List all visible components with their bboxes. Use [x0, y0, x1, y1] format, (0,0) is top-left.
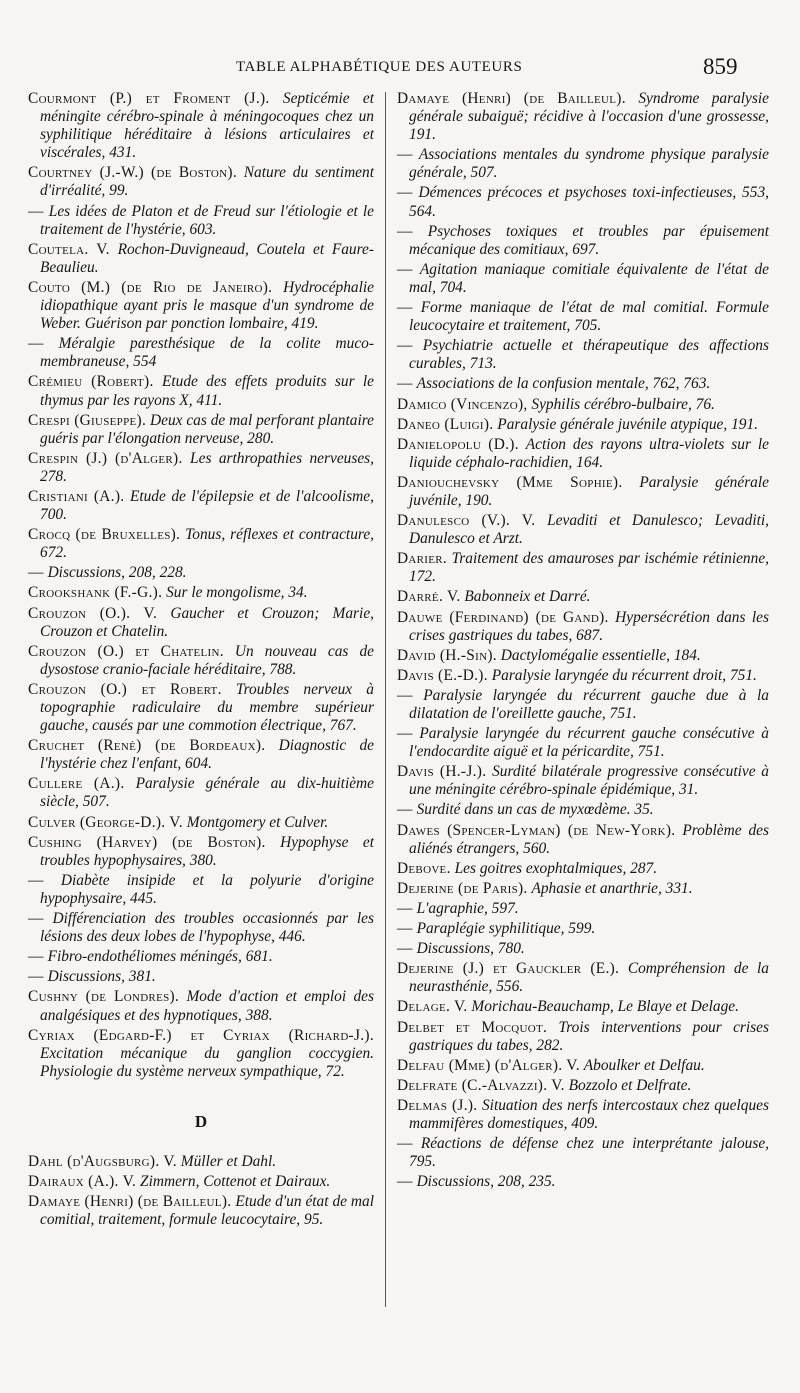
entry-title: Paralysie générale juvénile atypique, 191. — [497, 415, 759, 433]
entry-title: Agitation maniaque comitiale équivalente de l'état de mal, 704. — [409, 260, 769, 296]
index-entry — [28, 203, 374, 239]
page-number: 859 — [703, 54, 738, 79]
entry-author: Crouzon (O.). V. — [28, 604, 158, 622]
index-entry — [28, 564, 374, 582]
entry-title: Hypophyse et troubles hypophysaires, 380. — [40, 833, 374, 869]
entry-title: Aboulker et Delfau. — [583, 1056, 705, 1074]
entry-author: Darré. V. — [397, 588, 461, 606]
entry-title: Diabète insipide et la polyurie d'origine hypophysaire, 445. — [40, 871, 374, 907]
entry-title: Un nouveau cas de dysostose cranio-faciale héréditaire, 788. — [40, 642, 374, 678]
entry-author: Crouzon (O.) et Chatelin. — [28, 642, 224, 660]
entry-title: Müller et Dahl. — [180, 1152, 277, 1170]
index-entry — [397, 90, 769, 144]
entry-author: Crespin (J.) (d'Alger). — [28, 449, 183, 467]
entry-title: Paralysie générale juvénile, 190. — [409, 473, 769, 509]
entry-author: Cruchet (René) (de Bordeaux). — [28, 737, 266, 755]
index-entry — [28, 948, 374, 966]
index-entry — [397, 801, 769, 819]
entry-title: Discussions, 208, 235. — [416, 1173, 556, 1191]
entry-title: Paralysie générale au dix-huitième siècle, 507. — [40, 775, 374, 811]
entry-author: — — [397, 337, 413, 355]
entry-author: Damaye (Henri) (de Bailleul). — [397, 90, 626, 107]
entry-title: Réactions de défense chez une interprétante jalouse, 795. — [409, 1135, 769, 1171]
index-entry — [397, 860, 769, 878]
entry-author: Crémieu (Robert). — [28, 373, 154, 391]
entry-title: Associations mentales du syndrome physique paralysie générale, 507. — [409, 146, 769, 182]
index-entry — [28, 775, 374, 811]
entry-author: Dauwe (Ferdinand) (de Gand). — [397, 608, 609, 626]
right-column — [397, 90, 769, 1193]
index-entry — [397, 184, 769, 220]
entry-title: Forme maniaque de l'état de mal comitial. Formule leucocytaire et traitement, 705. — [409, 299, 769, 335]
index-entry — [28, 643, 374, 679]
index-entry — [397, 1135, 769, 1171]
entry-title: Discussions, 208, 228. — [47, 564, 187, 582]
left-column — [28, 90, 374, 1231]
index-entry — [397, 474, 769, 510]
entry-title: Démences précoces et psychoses toxi-infectieuses, 553, 564. — [409, 184, 769, 220]
entry-title: Paralysie laryngée du récurrent droit, 751. — [491, 666, 757, 684]
entry-title: Dactylomégalie essentielle, 184. — [500, 646, 701, 664]
index-entry — [397, 261, 769, 297]
entry-author: — — [397, 375, 413, 393]
index-entry — [397, 725, 769, 761]
entry-author: — — [397, 899, 413, 917]
index-entry — [28, 910, 374, 946]
entry-author: Davis (H.-J.). — [397, 763, 487, 781]
entry-title: Fibro-endothéliomes méningés, 681. — [47, 948, 273, 966]
section-letter-d: D — [194, 1111, 208, 1131]
entry-title: Bozzolo et Delfrate. — [568, 1076, 692, 1094]
entry-author: — — [28, 202, 44, 220]
entry-title: Situation des nerfs intercostaux chez quelques mammifères domestiques, 409. — [409, 1096, 769, 1132]
index-entry — [397, 920, 769, 938]
entry-author: — — [397, 940, 413, 958]
index-entry — [397, 667, 769, 685]
entry-author: — — [397, 801, 413, 819]
entry-author: Crocq (de Bruxelles). — [28, 526, 181, 544]
index-entry — [397, 223, 769, 259]
entry-title: Etude de l'épilepsie et de l'alcoolisme, 700. — [40, 487, 374, 524]
index-entry — [397, 1097, 769, 1133]
running-header — [0, 56, 800, 86]
entry-title: Deux cas de mal perforant plantaire guéris par l'élongation nerveuse, 280. — [40, 411, 374, 447]
entry-title: Zimmern, Cottenot et Dairaux. — [140, 1173, 331, 1191]
entry-title: Excitation mécanique du ganglion coccygien. Physiologie du système nerveux sympathique, 72. — [40, 1044, 374, 1080]
entry-title: Gaucher et Crouzon; Marie, Crouzon et Chatelin. — [40, 604, 375, 640]
entry-title: Paralysie laryngée du récurrent gauche consécutive à l'endocardite aiguë et la péricardite, 751. — [409, 725, 769, 761]
entry-author: Delbet et Mocquot. — [397, 1018, 548, 1036]
index-entry — [397, 146, 769, 182]
entry-author: — — [397, 222, 413, 240]
index-entry — [28, 584, 374, 602]
entry-title: Méralgie paresthésique de la colite muco-membraneuse, 554 — [40, 335, 374, 371]
entry-author: Culver (George-D.). V. — [28, 813, 183, 831]
index-entry — [397, 822, 769, 858]
index-entry — [397, 375, 769, 393]
entry-title: Morichau-Beauchamp, Le Blaye et Delage. — [471, 998, 739, 1016]
entry-title: Surdité dans un cas de myxœdème. 35. — [416, 801, 654, 819]
index-entry — [397, 588, 769, 606]
entry-author: Delmas (J.). — [397, 1096, 478, 1114]
entry-title: Paraplégie syphilitique, 599. — [416, 920, 596, 938]
entry-title: Les arthropathies nerveuses, 278. — [40, 449, 374, 485]
entry-title: Paralysie laryngée du récurrent gauche due à la dilatation de l'oreillette gauche, 751. — [409, 686, 769, 722]
index-entry — [397, 998, 769, 1016]
entry-title: Troubles nerveux à topographie radiculaire du membre supérieur gauche, causés par une commotion électrique, 767. — [40, 680, 374, 735]
entry-title: Aphasie et anarthrie, 331. — [531, 879, 693, 897]
index-entry — [28, 488, 374, 524]
index-entry — [28, 1153, 374, 1171]
entry-author: Courtney (J.-W.) (de Boston). — [28, 164, 237, 182]
entry-author: Cyriax (Edgard-F.) et Cyriax (Richard-J.). — [28, 1026, 374, 1044]
entry-author: — — [397, 725, 413, 743]
index-entry — [397, 512, 769, 548]
index-entry — [28, 526, 374, 562]
entry-title: Syphilis cérébro-bulbaire, 76. — [531, 395, 715, 413]
entry-author: — — [397, 299, 413, 317]
entry-author: Delfrate (C.-Alvazzi). V. — [397, 1076, 565, 1094]
entry-author: Crookshank (F.-G.). — [28, 584, 163, 602]
entry-title: Mode d'action et emploi des analgésiques et des hypnotiques, 388. — [40, 988, 375, 1024]
entry-title: Les goitres exophtalmiques, 287. — [454, 859, 658, 877]
entry-author: — — [397, 184, 413, 202]
entry-author: Damaye (Henri) (de Bailleul). — [28, 1193, 232, 1211]
index-entry — [28, 335, 374, 371]
entry-author: — — [28, 968, 44, 986]
index-entry — [28, 279, 374, 333]
index-entry — [397, 880, 769, 898]
entry-title: Tonus, réflexes et contracture, 672. — [40, 526, 374, 562]
index-entry — [397, 299, 769, 335]
index-entry — [397, 550, 769, 586]
entry-author: Cushing (Harvey) (de Boston). — [28, 833, 266, 851]
index-entry — [397, 1057, 769, 1075]
entry-author: — — [28, 910, 44, 928]
entry-title: Traitement des amauroses par ischémie rétinienne, 172. — [409, 550, 769, 586]
entry-author: Cushny (de Londres). — [28, 988, 180, 1006]
entry-title: Psychoses toxiques et troubles par épuisement mécanique des comitiaux, 697. — [409, 222, 769, 258]
index-entry — [397, 396, 769, 414]
entry-title: Etude d'un état de mal comitial, traitement, formule leucocytaire, 95. — [40, 1193, 374, 1229]
entry-title: Septicémie et méningite cérébro-spinale à méningocoques chez un syphilitique héréditaire à lésions articulaires et viscérales, 431. — [40, 90, 374, 162]
entry-title: Syndrome paralysie générale subaiguë; récidive à l'occasion d'une grossesse, 191. — [409, 90, 769, 144]
entry-author: Delage. V. — [397, 998, 468, 1016]
entry-title: Associations de la confusion mentale, 762, 763. — [416, 375, 711, 393]
index-entry — [28, 90, 374, 162]
entry-title: Discussions, 780. — [416, 940, 525, 958]
entry-author: — — [397, 1173, 413, 1191]
entry-author: — — [28, 948, 44, 966]
index-entry — [397, 1019, 769, 1055]
entry-title: Sur le mongolisme, 34. — [166, 584, 308, 602]
entry-author: Davis (E.-D.). — [397, 666, 488, 684]
entry-author: Dairaux (A.). V. — [28, 1173, 137, 1191]
index-entry — [397, 1077, 769, 1095]
entry-author: Danulesco (V.). V. — [397, 512, 536, 530]
index-entry — [28, 164, 374, 200]
entry-title: Surdité bilatérale progressive consécutive à une méningite cérébro-spinale épidémique, 31. — [409, 763, 769, 799]
entry-title: Nature du sentiment d'irréalité, 99. — [40, 164, 374, 200]
entry-author: — — [397, 920, 413, 938]
index-entry — [397, 763, 769, 799]
entry-author: Crespi (Giuseppe). — [28, 411, 147, 429]
entry-author: Courmont (P.) et Froment (J.). — [28, 90, 270, 107]
index-entry — [397, 960, 769, 996]
entry-title: Différenciation des troubles occasionnés par les lésions des deux lobes de l'hypophyse, 446. — [40, 910, 374, 946]
entry-author: Daneo (Luigi). — [397, 415, 494, 433]
entry-title: Problème des aliénés étrangers, 560. — [409, 821, 769, 857]
index-entry — [28, 872, 374, 908]
entry-title: Hypersécrétion dans les crises gastriques du tabes, 687. — [409, 608, 769, 644]
index-entry — [28, 1173, 374, 1191]
index-entry — [397, 416, 769, 434]
column-divider — [385, 92, 386, 1307]
entry-author: Dawes (Spencer-Lyman) (de New-York). — [397, 821, 676, 839]
entry-author: — — [397, 146, 413, 164]
index-entry — [28, 814, 374, 832]
running-title: TABLE ALPHABÉTIQUE DES AUTEURS — [236, 59, 523, 75]
entry-author: Couto (M.) (de Rio de Janeiro). — [28, 278, 273, 296]
entry-author: Dahl (d'Augsburg). V. — [28, 1152, 177, 1170]
index-entry — [28, 988, 374, 1024]
index-entry — [28, 605, 374, 641]
entry-author: Crouzon (O.) et Robert. — [28, 680, 222, 698]
index-entry — [28, 241, 374, 277]
index-entry — [28, 1027, 374, 1081]
entry-author: Dejerine (de Paris). — [397, 879, 528, 897]
entry-title: Discussions, 381. — [47, 968, 156, 986]
index-entry — [28, 681, 374, 735]
entry-title: L'agraphie, 597. — [416, 899, 519, 917]
entry-author: — — [397, 260, 413, 278]
entry-author: Daniouchevsky (Mme Sophie). — [397, 473, 623, 491]
index-entry — [397, 436, 769, 472]
entry-title: Diagnostic de l'hystérie chez l'enfant, 604. — [40, 737, 374, 773]
entry-author: David (H.-Sin). — [397, 646, 497, 664]
index-entry — [28, 968, 374, 986]
entry-title: Hydrocéphalie idiopathique ayant pris le masque d'un syndrome de Weber. Guérison par ponction lombaire, 419. — [40, 278, 374, 333]
index-entry — [28, 412, 374, 448]
index-entry — [28, 373, 374, 409]
entry-author: Damico (Vincenzo), — [397, 395, 528, 413]
entry-author: Delfau (Mme) (d'Alger). V. — [397, 1056, 580, 1074]
entry-author: — — [397, 1135, 413, 1153]
index-entry — [397, 687, 769, 723]
index-entry — [28, 450, 374, 486]
entry-title: Babonneix et Darré. — [464, 588, 591, 606]
entry-title: Etude des effets produits sur le thymus par les rayons X, 411. — [40, 373, 374, 409]
entry-title: Levaditi et Danulesco; Levaditi, Danulesco et Arzt. — [409, 512, 769, 548]
index-entry — [28, 834, 374, 870]
entry-author: Darier. — [397, 550, 448, 568]
entry-title: Les idées de Platon et de Freud sur l'étiologie et le traitement de l'hystérie, 603. — [40, 202, 374, 238]
entry-author: Dejerine (J.) et Gauckler (E.). — [397, 960, 620, 978]
index-entry — [397, 1173, 769, 1191]
index-entry — [397, 647, 769, 665]
entry-title: Montgomery et Culver. — [186, 813, 329, 831]
entry-author: Cristiani (A.). — [28, 487, 125, 505]
entry-author: Cullere (A.). — [28, 775, 125, 793]
index-entry — [28, 1193, 374, 1229]
entry-title: Action des rayons ultra-violets sur le liquide céphalo-rachidien, 164. — [409, 435, 769, 471]
entry-title: Compréhension de la neurasthénie, 556. — [409, 960, 770, 996]
entry-title: Rochon-Duvigneaud, Coutela et Faure-Beaulieu. — [40, 240, 374, 276]
entry-author: Coutela. V. — [28, 240, 110, 258]
entry-author: Debove. — [397, 859, 451, 877]
index-entry — [397, 940, 769, 958]
entry-author: — — [28, 335, 44, 353]
entry-title: Psychiatrie actuelle et thérapeutique des affections curables, 713. — [409, 337, 769, 373]
entry-author: — — [28, 871, 44, 889]
index-entry — [397, 609, 769, 645]
entry-author: — — [397, 686, 413, 704]
index-entry — [397, 337, 769, 373]
index-entry — [28, 737, 374, 773]
index-entry — [397, 900, 769, 918]
entry-author: — — [28, 564, 44, 582]
entry-author: Danielopolu (D.). — [397, 435, 519, 453]
entry-title: Trois interventions pour crises gastriques du tabes, 282. — [409, 1018, 769, 1054]
